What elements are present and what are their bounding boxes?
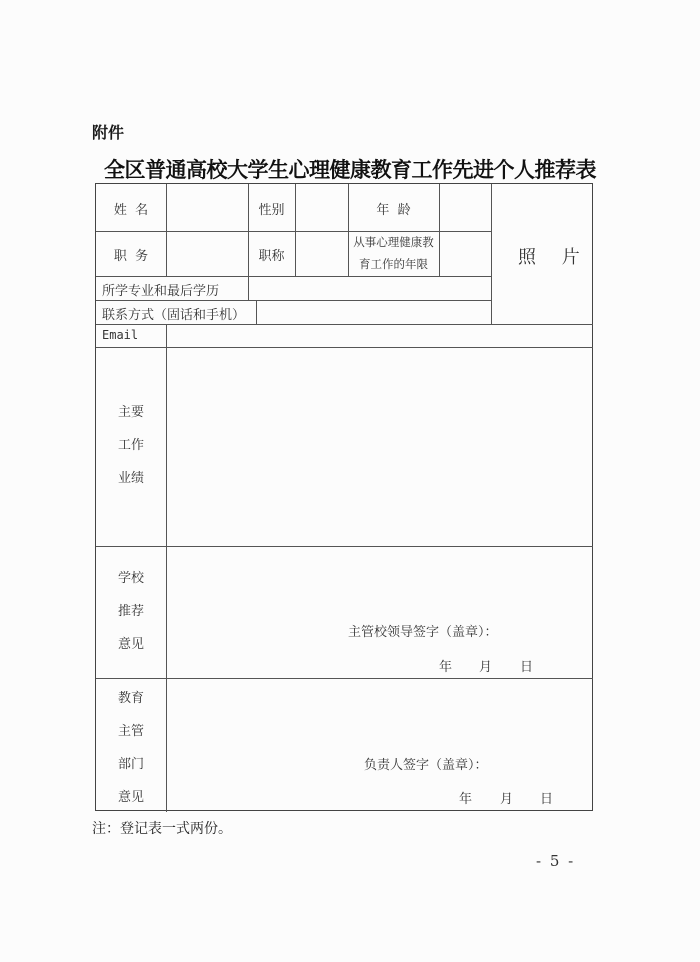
age-label: 年 龄 bbox=[376, 203, 411, 218]
col-divider bbox=[248, 276, 249, 300]
col-divider bbox=[491, 184, 492, 324]
row-divider bbox=[96, 347, 593, 348]
years-label bbox=[348, 231, 439, 275]
row-divider bbox=[96, 276, 491, 277]
school-date-day: 日 bbox=[520, 660, 534, 675]
col-divider bbox=[256, 300, 257, 324]
col-divider bbox=[166, 324, 167, 812]
position-label: 职 务 bbox=[113, 249, 149, 264]
school-opinion-label bbox=[111, 562, 151, 661]
row-divider bbox=[96, 324, 593, 325]
dept-opinion-label-line: 意见 bbox=[117, 790, 144, 805]
attachment-label: 附件 bbox=[92, 123, 125, 142]
achievements-label-line: 工作 bbox=[117, 438, 144, 453]
page-number: - 5 - bbox=[536, 852, 576, 870]
footer-note: 注：登记表一式两份。 bbox=[92, 821, 232, 837]
school-opinion-label-line: 意见 bbox=[117, 637, 144, 652]
years-label-line2: 育工作的年限 bbox=[359, 257, 428, 271]
achievements-label-line: 主要 bbox=[117, 405, 144, 420]
title-rank-label: 职称 bbox=[258, 249, 285, 264]
name-label: 姓 名 bbox=[113, 203, 149, 218]
col-divider bbox=[166, 184, 167, 276]
school-opinion-label-line: 推荐 bbox=[117, 604, 144, 619]
dept-opinion-label-line: 部门 bbox=[117, 757, 144, 772]
dept-date-month: 月 bbox=[500, 792, 514, 807]
email-label: Email bbox=[102, 328, 139, 342]
col-divider bbox=[295, 184, 296, 276]
form-title: 全区普通高校大学生心理健康教育工作先进个人推荐表 bbox=[104, 157, 596, 182]
years-label-line1: 从事心理健康教 bbox=[353, 235, 434, 249]
row-divider bbox=[96, 678, 593, 679]
dept-date-day: 日 bbox=[540, 792, 554, 807]
contact-label: 联系方式（固话和手机） bbox=[102, 308, 246, 323]
dept-signature: 负责人签字（盖章）： bbox=[364, 758, 488, 773]
school-signature: 主管校领导签字（盖章）： bbox=[348, 625, 498, 640]
achievements-label-line: 业绩 bbox=[117, 471, 144, 486]
school-date-month: 月 bbox=[479, 660, 493, 675]
row-divider bbox=[96, 300, 491, 301]
school-opinion-label-line: 学校 bbox=[117, 571, 144, 586]
major-label: 所学专业和最后学历 bbox=[102, 284, 220, 299]
dept-opinion-label bbox=[111, 682, 151, 814]
photo-placeholder: 照 片 bbox=[518, 247, 590, 268]
achievements-label bbox=[111, 396, 151, 495]
row-divider bbox=[96, 546, 593, 547]
gender-label: 性别 bbox=[258, 203, 285, 218]
school-date-year: 年 bbox=[439, 660, 453, 675]
col-divider bbox=[439, 184, 440, 276]
recommendation-form bbox=[95, 183, 593, 811]
dept-opinion-label-line: 主管 bbox=[117, 724, 144, 739]
dept-opinion-label-line: 教育 bbox=[117, 691, 144, 706]
dept-date-year: 年 bbox=[459, 792, 473, 807]
